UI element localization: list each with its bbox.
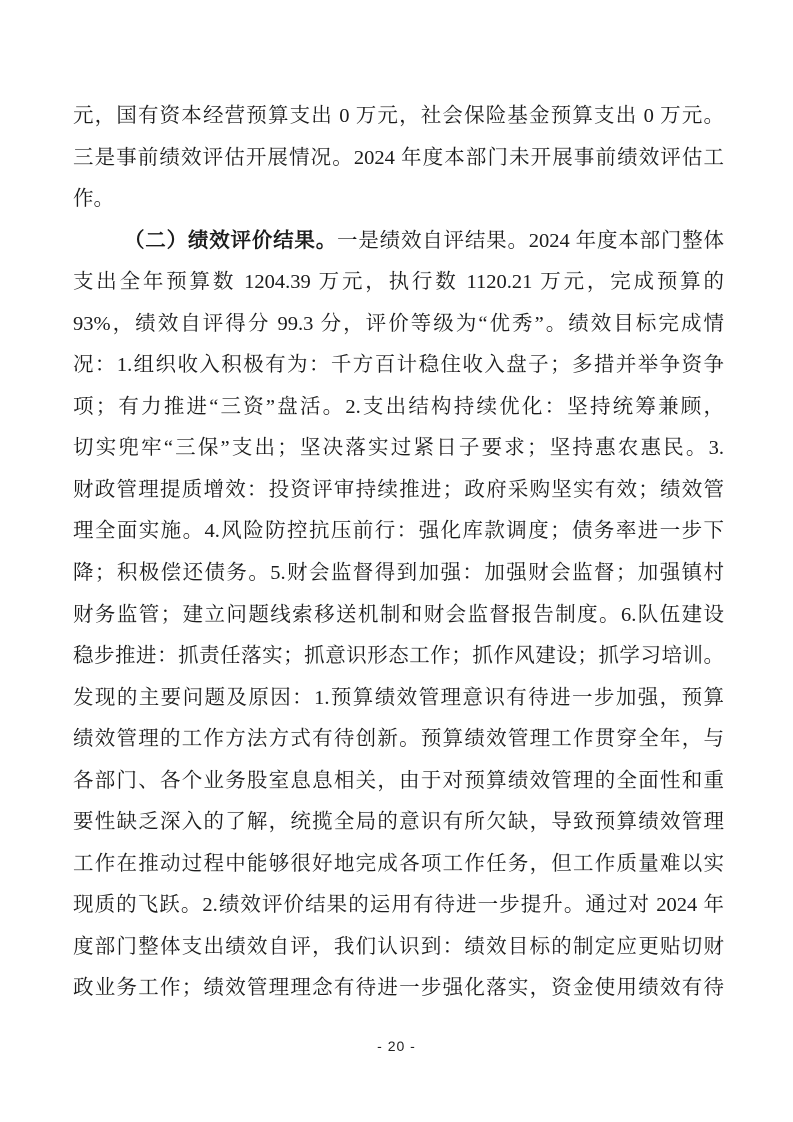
text-line: 财政管理提质增效：投资评审持续推进；政府采购坚实有效；绩效管 (73, 478, 724, 501)
text-line: 度部门整体支出绩效自评，我们认识到：绩效目标的制定应更贴切财 (73, 935, 724, 958)
text-line: 稳步推进：抓责任落实；抓意识形态工作；抓作风建设；抓学习培训。 (73, 645, 724, 668)
text-line: 工作在推动过程中能够很好地完成各项工作任务，但工作质量难以实 (73, 852, 724, 875)
text-line: 降；积极偿还债务。5.财会监督得到加强：加强财会监督；加强镇村 (73, 562, 724, 585)
section-heading-label: （二）绩效评价结果。 (124, 229, 338, 252)
text-line: 支出全年预算数 1204.39 万元，执行数 1120.21 万元，完成预算的 (73, 271, 724, 294)
text-line: 切实兜牢“三保”支出；坚决落实过紧日子要求；坚持惠农惠民。3. (73, 437, 724, 460)
text-line: 绩效管理的工作方法方式有待创新。预算绩效管理工作贯穿全年，与 (73, 728, 724, 751)
text-line: 作。 (73, 188, 114, 211)
text-run: 一是绩效自评结果。2024 年度本部门整体 (337, 229, 724, 252)
text-line: 元，国有资本经营预算支出 0 万元，社会保险基金预算支出 0 万元。 (73, 105, 724, 127)
text-line: 现质的飞跃。2.绩效评价结果的运用有待进一步提升。通过对 2024 年 (73, 894, 724, 917)
text-line-section-heading (73, 221, 724, 263)
text-line: 况：1.组织收入积极有为：千方百计稳住收入盘子；多措并举争资争 (73, 354, 724, 377)
text-line: 要性缺乏深入的了解，统揽全局的意识有所欠缺，导致预算绩效管理 (73, 811, 724, 834)
text-line: 各部门、各个业务股室息息相关，由于对预算绩效管理的全面性和重 (73, 769, 724, 792)
text-line: 理全面实施。4.风险防控抗压前行：强化库款调度；债务率进一步下 (73, 520, 724, 543)
text-line: 财务监管；建立问题线索移送机制和财会监督报告制度。6.队伍建设 (73, 603, 724, 626)
text-line: 项；有力推进“三资”盘活。2.支出结构持续优化：坚持统筹兼顾， (73, 395, 724, 418)
text-line: 政业务工作；绩效管理理念有待进一步强化落实，资金使用绩效有待 (73, 977, 724, 1000)
page-number: - 20 - (377, 1038, 416, 1054)
text-line: 93%，绩效自评得分 99.3 分，评价等级为“优秀”。绩效目标完成情 (73, 312, 724, 335)
page-body (73, 96, 724, 1010)
text-line: 三是事前绩效评估开展情况。2024 年度本部门未开展事前绩效评估工 (73, 146, 724, 169)
text-line: 发现的主要问题及原因：1.预算绩效管理意识有待进一步加强，预算 (73, 686, 724, 709)
